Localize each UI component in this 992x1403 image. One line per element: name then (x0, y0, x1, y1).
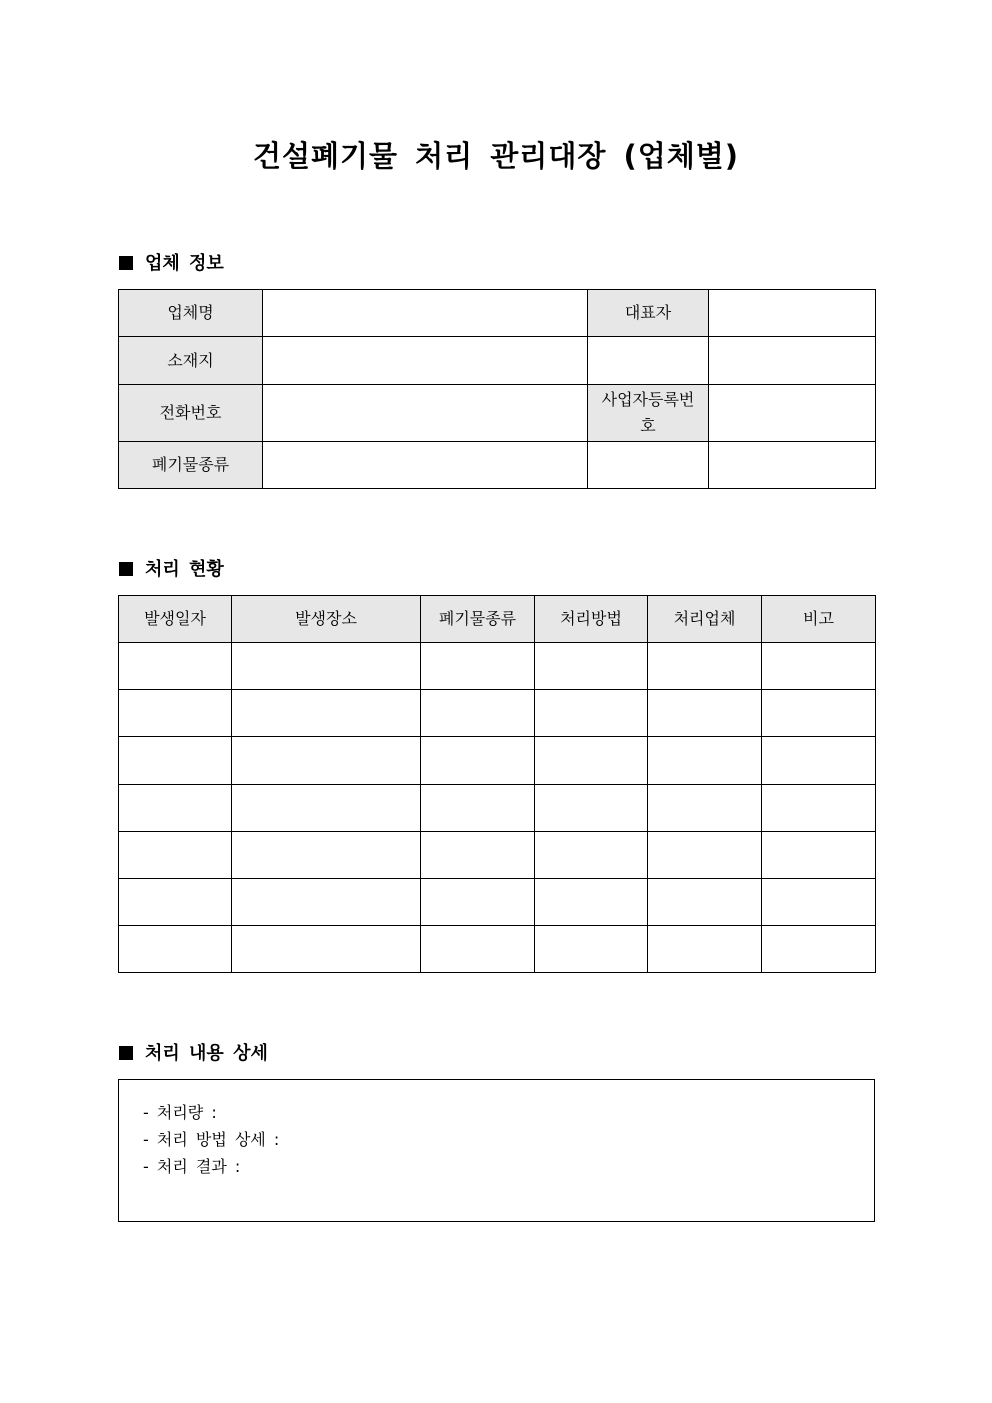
table-row (119, 737, 876, 785)
empty-label-cell (588, 442, 709, 489)
empty-value-cell[interactable] (709, 442, 876, 489)
table-cell[interactable] (232, 832, 421, 879)
table-cell[interactable] (119, 690, 232, 737)
table-cell[interactable] (232, 785, 421, 832)
company-info-table (118, 289, 876, 489)
business-reg-no-field[interactable] (709, 385, 876, 442)
table-cell[interactable] (232, 643, 421, 690)
phone-label: 전화번호 (119, 385, 263, 442)
table-cell[interactable] (648, 643, 762, 690)
table-cell[interactable] (762, 879, 876, 926)
detail-box[interactable] (118, 1079, 875, 1222)
table-row (119, 879, 876, 926)
table-cell[interactable] (421, 690, 535, 737)
status-heading-text: 처리 현황 (145, 559, 224, 580)
table-cell[interactable] (119, 643, 232, 690)
info-row-phone (119, 385, 876, 442)
table-cell[interactable] (232, 926, 421, 973)
empty-label-cell (588, 337, 709, 385)
column-header-date: 발생일자 (119, 596, 232, 643)
table-cell[interactable] (535, 643, 648, 690)
company-info-heading-text: 업체 정보 (145, 253, 224, 274)
table-cell[interactable] (535, 737, 648, 785)
column-header-waste-type: 폐기물종류 (421, 596, 535, 643)
waste-type-label: 폐기물종류 (119, 442, 263, 489)
table-cell[interactable] (648, 879, 762, 926)
info-row-company-name (119, 290, 876, 337)
table-cell[interactable] (648, 832, 762, 879)
detail-item-amount: - 처리량 : (143, 1103, 217, 1122)
info-row-waste-type (119, 442, 876, 489)
table-cell[interactable] (648, 926, 762, 973)
detail-heading (119, 1042, 268, 1066)
detail-item-method: - 처리 방법 상세 : (143, 1130, 280, 1149)
column-header-method: 처리방법 (535, 596, 648, 643)
detail-list (119, 1080, 874, 1180)
table-row (119, 785, 876, 832)
table-cell[interactable] (421, 737, 535, 785)
processing-status-table (118, 595, 876, 973)
table-header-row (119, 596, 876, 643)
table-cell[interactable] (119, 832, 232, 879)
detail-heading-text: 처리 내용 상세 (145, 1043, 268, 1064)
table-cell[interactable] (762, 690, 876, 737)
table-cell[interactable] (232, 879, 421, 926)
table-cell[interactable] (762, 785, 876, 832)
table-cell[interactable] (119, 879, 232, 926)
table-cell[interactable] (119, 737, 232, 785)
empty-value-cell[interactable] (709, 337, 876, 385)
table-cell[interactable] (421, 643, 535, 690)
table-cell[interactable] (421, 832, 535, 879)
waste-type-field[interactable] (263, 442, 588, 489)
location-field[interactable] (263, 337, 588, 385)
table-cell[interactable] (421, 879, 535, 926)
table-cell[interactable] (648, 785, 762, 832)
square-bullet-icon (119, 562, 133, 576)
table-cell[interactable] (762, 737, 876, 785)
representative-field[interactable] (709, 290, 876, 337)
location-label: 소재지 (119, 337, 263, 385)
column-header-remarks: 비고 (762, 596, 876, 643)
table-cell[interactable] (232, 737, 421, 785)
table-cell[interactable] (762, 832, 876, 879)
column-header-processor: 처리업체 (648, 596, 762, 643)
business-reg-no-label: 사업자등록번호 (588, 385, 709, 442)
column-header-place: 발생장소 (232, 596, 421, 643)
table-row (119, 832, 876, 879)
table-cell[interactable] (119, 785, 232, 832)
table-cell[interactable] (535, 832, 648, 879)
table-cell[interactable] (762, 643, 876, 690)
table-row (119, 926, 876, 973)
table-row (119, 690, 876, 737)
status-heading (119, 558, 224, 582)
representative-label: 대표자 (588, 290, 709, 337)
table-cell[interactable] (421, 926, 535, 973)
square-bullet-icon (119, 1046, 133, 1060)
table-cell[interactable] (535, 785, 648, 832)
table-cell[interactable] (119, 926, 232, 973)
table-cell[interactable] (648, 690, 762, 737)
company-info-heading (119, 252, 224, 276)
page-title: 건설폐기물 처리 관리대장 (업체별) (253, 139, 739, 173)
table-cell[interactable] (762, 926, 876, 973)
table-cell[interactable] (421, 785, 535, 832)
phone-field[interactable] (263, 385, 588, 442)
table-cell[interactable] (535, 926, 648, 973)
company-name-label: 업체명 (119, 290, 263, 337)
table-cell[interactable] (232, 690, 421, 737)
table-row (119, 643, 876, 690)
company-name-field[interactable] (263, 290, 588, 337)
detail-item-result: - 처리 결과 : (143, 1157, 241, 1176)
table-cell[interactable] (648, 737, 762, 785)
table-cell[interactable] (535, 690, 648, 737)
info-row-location (119, 337, 876, 385)
square-bullet-icon (119, 256, 133, 270)
table-cell[interactable] (535, 879, 648, 926)
